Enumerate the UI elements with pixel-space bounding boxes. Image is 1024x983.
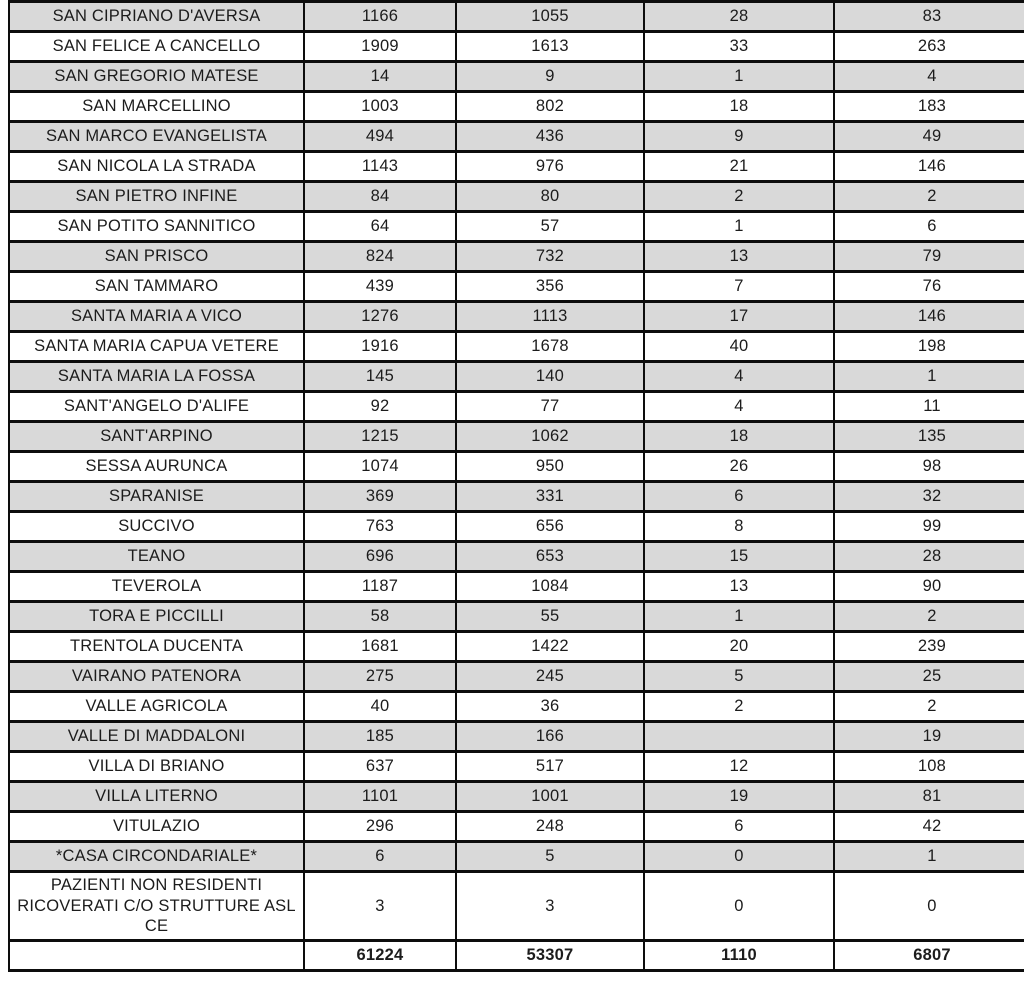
value-cell-guariti: 656 — [456, 512, 644, 542]
value-cell-guariti: 517 — [456, 752, 644, 782]
value-cell-attualmente_positivi: 135 — [834, 422, 1024, 452]
value-cell-totale_casi: 185 — [304, 722, 456, 752]
value-cell-attualmente_positivi: 6 — [834, 212, 1024, 242]
table-row — [9, 152, 1024, 182]
value-cell-deceduti: 6 — [644, 812, 834, 842]
value-cell-attualmente_positivi: 198 — [834, 332, 1024, 362]
table-row — [9, 332, 1024, 362]
totals-value-cell-totale_casi: 61224 — [304, 941, 456, 971]
value-cell-totale_casi: 696 — [304, 542, 456, 572]
value-cell-guariti: 732 — [456, 242, 644, 272]
municipality-name-cell: SANTA MARIA CAPUA VETERE — [9, 332, 304, 362]
value-cell-attualmente_positivi: 81 — [834, 782, 1024, 812]
value-cell-attualmente_positivi: 183 — [834, 92, 1024, 122]
municipality-name-cell: SAN MARCO EVANGELISTA — [9, 122, 304, 152]
value-cell-totale_casi: 763 — [304, 512, 456, 542]
value-cell-totale_casi: 6 — [304, 842, 456, 872]
value-cell-totale_casi: 439 — [304, 272, 456, 302]
value-cell-totale_casi: 1003 — [304, 92, 456, 122]
value-cell-guariti: 331 — [456, 482, 644, 512]
municipality-name-cell: *CASA CIRCONDARIALE* — [9, 842, 304, 872]
municipality-name-cell: SAN CIPRIANO D'AVERSA — [9, 2, 304, 32]
municipality-name-cell: SAN GREGORIO MATESE — [9, 62, 304, 92]
municipality-name-cell: SUCCIVO — [9, 512, 304, 542]
value-cell-attualmente_positivi: 25 — [834, 662, 1024, 692]
table-row — [9, 422, 1024, 452]
totals-value-cell-deceduti: 1110 — [644, 941, 834, 971]
value-cell-guariti: 1001 — [456, 782, 644, 812]
value-cell-guariti: 1422 — [456, 632, 644, 662]
value-cell-guariti: 802 — [456, 92, 644, 122]
totals-name-cell — [9, 941, 304, 971]
value-cell-totale_casi: 14 — [304, 62, 456, 92]
value-cell-deceduti: 8 — [644, 512, 834, 542]
municipality-name-cell: SAN POTITO SANNITICO — [9, 212, 304, 242]
table-row — [9, 272, 1024, 302]
value-cell-totale_casi: 275 — [304, 662, 456, 692]
table-row — [9, 182, 1024, 212]
value-cell-deceduti: 9 — [644, 122, 834, 152]
value-cell-attualmente_positivi: 1 — [834, 842, 1024, 872]
municipality-name-cell: SANT'ARPINO — [9, 422, 304, 452]
value-cell-guariti: 1613 — [456, 32, 644, 62]
municipality-name-cell: SESSA AURUNCA — [9, 452, 304, 482]
value-cell-totale_casi: 1143 — [304, 152, 456, 182]
value-cell-attualmente_positivi: 2 — [834, 692, 1024, 722]
value-cell-attualmente_positivi: 0 — [834, 872, 1024, 941]
municipality-name-cell: SAN FELICE A CANCELLO — [9, 32, 304, 62]
value-cell-totale_casi: 1215 — [304, 422, 456, 452]
municipality-name-cell: SANTA MARIA LA FOSSA — [9, 362, 304, 392]
municipality-name-cell: SAN PRISCO — [9, 242, 304, 272]
value-cell-totale_casi: 40 — [304, 692, 456, 722]
value-cell-deceduti: 18 — [644, 422, 834, 452]
value-cell-attualmente_positivi: 2 — [834, 182, 1024, 212]
value-cell-totale_casi: 824 — [304, 242, 456, 272]
value-cell-deceduti: 2 — [644, 692, 834, 722]
table-row — [9, 602, 1024, 632]
value-cell-guariti: 1062 — [456, 422, 644, 452]
value-cell-deceduti: 4 — [644, 392, 834, 422]
value-cell-guariti: 5 — [456, 842, 644, 872]
totals-row — [9, 941, 1024, 971]
value-cell-deceduti: 20 — [644, 632, 834, 662]
municipality-name-cell: VILLA DI BRIANO — [9, 752, 304, 782]
value-cell-totale_casi: 296 — [304, 812, 456, 842]
value-cell-totale_casi: 1681 — [304, 632, 456, 662]
value-cell-guariti: 356 — [456, 272, 644, 302]
value-cell-deceduti: 40 — [644, 332, 834, 362]
table-row — [9, 542, 1024, 572]
table-row — [9, 452, 1024, 482]
value-cell-guariti: 140 — [456, 362, 644, 392]
municipality-name-cell: SAN MARCELLINO — [9, 92, 304, 122]
value-cell-guariti: 80 — [456, 182, 644, 212]
value-cell-deceduti: 0 — [644, 872, 834, 941]
value-cell-deceduti — [644, 722, 834, 752]
value-cell-attualmente_positivi: 83 — [834, 2, 1024, 32]
value-cell-attualmente_positivi: 99 — [834, 512, 1024, 542]
municipality-name-cell: VAIRANO PATENORA — [9, 662, 304, 692]
table-row — [9, 572, 1024, 602]
value-cell-totale_casi: 1187 — [304, 572, 456, 602]
value-cell-attualmente_positivi: 28 — [834, 542, 1024, 572]
value-cell-deceduti: 21 — [644, 152, 834, 182]
value-cell-guariti: 36 — [456, 692, 644, 722]
value-cell-attualmente_positivi: 42 — [834, 812, 1024, 842]
value-cell-attualmente_positivi: 146 — [834, 152, 1024, 182]
value-cell-deceduti: 33 — [644, 32, 834, 62]
value-cell-totale_casi: 1074 — [304, 452, 456, 482]
municipality-name-cell: VALLE AGRICOLA — [9, 692, 304, 722]
value-cell-totale_casi: 1101 — [304, 782, 456, 812]
value-cell-deceduti: 4 — [644, 362, 834, 392]
value-cell-totale_casi: 1909 — [304, 32, 456, 62]
value-cell-guariti: 1055 — [456, 2, 644, 32]
value-cell-attualmente_positivi: 1 — [834, 362, 1024, 392]
table-row — [9, 212, 1024, 242]
value-cell-deceduti: 26 — [644, 452, 834, 482]
totals-value-cell-guariti: 53307 — [456, 941, 644, 971]
table-row — [9, 362, 1024, 392]
value-cell-totale_casi: 64 — [304, 212, 456, 242]
value-cell-totale_casi: 92 — [304, 392, 456, 422]
value-cell-attualmente_positivi: 49 — [834, 122, 1024, 152]
table-row — [9, 242, 1024, 272]
table-row — [9, 812, 1024, 842]
value-cell-deceduti: 18 — [644, 92, 834, 122]
table-row — [9, 32, 1024, 62]
table-row — [9, 62, 1024, 92]
value-cell-deceduti: 13 — [644, 242, 834, 272]
value-cell-guariti: 55 — [456, 602, 644, 632]
value-cell-attualmente_positivi: 79 — [834, 242, 1024, 272]
value-cell-deceduti: 0 — [644, 842, 834, 872]
value-cell-deceduti: 12 — [644, 752, 834, 782]
value-cell-guariti: 1678 — [456, 332, 644, 362]
value-cell-guariti: 1113 — [456, 302, 644, 332]
table-row — [9, 842, 1024, 872]
value-cell-totale_casi: 1276 — [304, 302, 456, 332]
value-cell-totale_casi: 637 — [304, 752, 456, 782]
value-cell-guariti: 248 — [456, 812, 644, 842]
value-cell-attualmente_positivi: 19 — [834, 722, 1024, 752]
table-body — [9, 2, 1024, 971]
table-row — [9, 392, 1024, 422]
value-cell-deceduti: 2 — [644, 182, 834, 212]
municipality-name-cell: SANT'ANGELO D'ALIFE — [9, 392, 304, 422]
municipality-name-cell: SPARANISE — [9, 482, 304, 512]
municipality-name-cell: TEANO — [9, 542, 304, 572]
municipality-name-cell: TORA E PICCILLI — [9, 602, 304, 632]
value-cell-totale_casi: 494 — [304, 122, 456, 152]
municipality-name-cell: TEVEROLA — [9, 572, 304, 602]
value-cell-deceduti: 1 — [644, 62, 834, 92]
value-cell-attualmente_positivi: 90 — [834, 572, 1024, 602]
value-cell-guariti: 1084 — [456, 572, 644, 602]
value-cell-guariti: 653 — [456, 542, 644, 572]
table-row — [9, 2, 1024, 32]
value-cell-deceduti: 7 — [644, 272, 834, 302]
value-cell-guariti: 436 — [456, 122, 644, 152]
municipality-name-cell: VALLE DI MADDALONI — [9, 722, 304, 752]
value-cell-deceduti: 15 — [644, 542, 834, 572]
value-cell-totale_casi: 145 — [304, 362, 456, 392]
value-cell-deceduti: 13 — [644, 572, 834, 602]
value-cell-deceduti: 5 — [644, 662, 834, 692]
table-row — [9, 872, 1024, 941]
table-row — [9, 632, 1024, 662]
value-cell-deceduti: 28 — [644, 2, 834, 32]
value-cell-totale_casi: 1916 — [304, 332, 456, 362]
municipality-cases-table — [8, 0, 1024, 972]
value-cell-guariti: 245 — [456, 662, 644, 692]
table-row — [9, 482, 1024, 512]
municipality-name-cell: TRENTOLA DUCENTA — [9, 632, 304, 662]
table-row — [9, 512, 1024, 542]
table-row — [9, 752, 1024, 782]
value-cell-guariti: 976 — [456, 152, 644, 182]
municipality-name-cell: VITULAZIO — [9, 812, 304, 842]
value-cell-totale_casi: 84 — [304, 182, 456, 212]
value-cell-guariti: 77 — [456, 392, 644, 422]
value-cell-guariti: 166 — [456, 722, 644, 752]
value-cell-attualmente_positivi: 76 — [834, 272, 1024, 302]
municipality-name-cell: SAN TAMMARO — [9, 272, 304, 302]
value-cell-guariti: 57 — [456, 212, 644, 242]
table-row — [9, 302, 1024, 332]
table-row — [9, 122, 1024, 152]
value-cell-guariti: 950 — [456, 452, 644, 482]
value-cell-attualmente_positivi: 32 — [834, 482, 1024, 512]
value-cell-deceduti: 6 — [644, 482, 834, 512]
value-cell-attualmente_positivi: 239 — [834, 632, 1024, 662]
value-cell-attualmente_positivi: 11 — [834, 392, 1024, 422]
value-cell-attualmente_positivi: 146 — [834, 302, 1024, 332]
value-cell-attualmente_positivi: 108 — [834, 752, 1024, 782]
table-row — [9, 722, 1024, 752]
municipality-name-cell: SAN NICOLA LA STRADA — [9, 152, 304, 182]
value-cell-totale_casi: 58 — [304, 602, 456, 632]
value-cell-deceduti: 1 — [644, 212, 834, 242]
table-row — [9, 692, 1024, 722]
municipality-name-cell: SAN PIETRO INFINE — [9, 182, 304, 212]
municipality-name-cell: SANTA MARIA A VICO — [9, 302, 304, 332]
value-cell-deceduti: 1 — [644, 602, 834, 632]
value-cell-deceduti: 19 — [644, 782, 834, 812]
value-cell-totale_casi: 3 — [304, 872, 456, 941]
table-row — [9, 92, 1024, 122]
totals-value-cell-attualmente_positivi: 6807 — [834, 941, 1024, 971]
table-row — [9, 782, 1024, 812]
value-cell-attualmente_positivi: 4 — [834, 62, 1024, 92]
value-cell-attualmente_positivi: 98 — [834, 452, 1024, 482]
municipality-name-cell: VILLA LITERNO — [9, 782, 304, 812]
value-cell-totale_casi: 369 — [304, 482, 456, 512]
municipality-name-cell: PAZIENTI NON RESIDENTI RICOVERATI C/O STRUTTURE ASL CE — [9, 872, 304, 941]
value-cell-guariti: 3 — [456, 872, 644, 941]
value-cell-totale_casi: 1166 — [304, 2, 456, 32]
value-cell-attualmente_positivi: 263 — [834, 32, 1024, 62]
value-cell-guariti: 9 — [456, 62, 644, 92]
value-cell-deceduti: 17 — [644, 302, 834, 332]
value-cell-attualmente_positivi: 2 — [834, 602, 1024, 632]
table-row — [9, 662, 1024, 692]
